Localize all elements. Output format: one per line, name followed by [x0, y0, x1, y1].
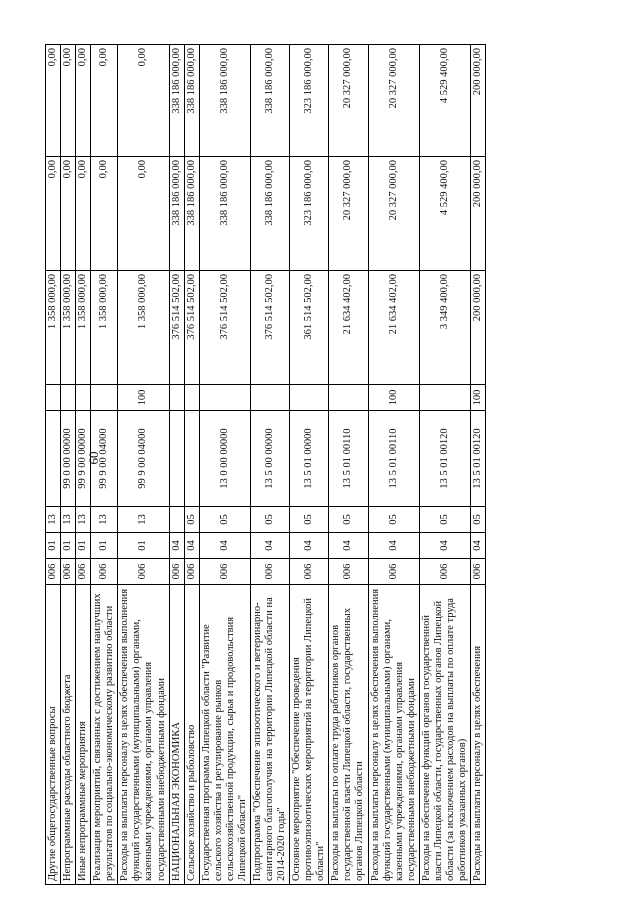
cell-target-article	[169, 411, 184, 507]
cell-expense-type	[290, 385, 329, 411]
cell-amount-year2: 4 529 400,00	[419, 157, 470, 271]
cell-name: Расходы на обеспечение функций органов государственной власти Липецкой области, государственных органов Липецкой области (за исключением расходов на выплаты по оплате труда работников указанных органов)	[419, 585, 470, 885]
cell-target-article: 13 5 01 00120	[419, 411, 470, 507]
cell-amount-year1: 376 514 502,00	[250, 271, 289, 385]
cell-target-article: 13 5 01 00120	[471, 411, 486, 507]
table-body	[46, 45, 486, 885]
cell-amount-year3: 0,00	[76, 45, 91, 157]
cell-admin-code: 006	[91, 559, 118, 585]
cell-amount-year3: 0,00	[46, 45, 61, 157]
cell-amount-year1: 376 514 502,00	[199, 271, 250, 385]
table-row	[91, 45, 118, 885]
cell-amount-year2: 0,00	[61, 157, 76, 271]
cell-amount-year3: 20 327 000,00	[329, 45, 368, 157]
cell-admin-code: 006	[61, 559, 76, 585]
cell-name: Расходы на выплаты по оплате труда работников органов государственной власти Липецкой области, государственных органов Липецкой области	[329, 585, 368, 885]
cell-section: 01	[76, 533, 91, 559]
cell-name: Подпрограмма "Обеспечение эпизоотического и ветеринарно-санитарного благополучия на территории Липецкой области на 2014-2020 годы"	[250, 585, 289, 885]
cell-target-article: 13 5 01 00110	[368, 411, 419, 507]
cell-name: Основное мероприятие "Обеспечение проведения противоэпизоотических мероприятий на территории Липецкой области"	[290, 585, 329, 885]
cell-amount-year3: 200 000,00	[471, 45, 486, 157]
cell-section: 01	[118, 533, 169, 559]
cell-amount-year3: 338 186 000,00	[184, 45, 199, 157]
cell-subsection: 05	[250, 507, 289, 533]
cell-name: Реализация мероприятий, связанных с достижением наилучших результатов по социально-экономическому развитию области	[91, 585, 118, 885]
cell-subsection: 05	[329, 507, 368, 533]
cell-expense-type	[169, 385, 184, 411]
cell-expense-type	[419, 385, 470, 411]
cell-amount-year2: 0,00	[118, 157, 169, 271]
cell-expense-type: 100	[471, 385, 486, 411]
table-row	[76, 45, 91, 885]
cell-admin-code: 006	[471, 559, 486, 585]
cell-amount-year3: 323 186 000,00	[290, 45, 329, 157]
cell-name: Сельское хозяйство и рыболовство	[184, 585, 199, 885]
cell-amount-year1: 200 000,00	[471, 271, 486, 385]
cell-amount-year1: 3 349 400,00	[419, 271, 470, 385]
cell-amount-year3: 4 529 400,00	[419, 45, 470, 157]
table-row	[169, 45, 184, 885]
cell-subsection: 13	[61, 507, 76, 533]
cell-target-article: 13 5 01 00110	[329, 411, 368, 507]
cell-section: 04	[290, 533, 329, 559]
cell-amount-year2: 338 186 000,00	[184, 157, 199, 271]
cell-admin-code: 006	[169, 559, 184, 585]
table-row	[118, 45, 169, 885]
cell-amount-year1: 1 358 000,00	[91, 271, 118, 385]
table-row	[61, 45, 76, 885]
table-row	[419, 45, 470, 885]
cell-admin-code: 006	[118, 559, 169, 585]
cell-name: Иные непрограммные мероприятия	[76, 585, 91, 885]
cell-amount-year3: 338 186 000,00	[250, 45, 289, 157]
table-row	[46, 45, 61, 885]
cell-amount-year1: 361 514 502,00	[290, 271, 329, 385]
cell-subsection: 13	[118, 507, 169, 533]
budget-table	[45, 44, 486, 885]
cell-amount-year3: 0,00	[91, 45, 118, 157]
cell-amount-year3: 0,00	[61, 45, 76, 157]
cell-section: 01	[91, 533, 118, 559]
cell-name: Расходы на выплаты персоналу в целях обеспечения выполнения функций государственными (муниципальными) органами, казенными учреждениями, органами управления государственными внебюджетными фондами	[368, 585, 419, 885]
cell-admin-code: 006	[46, 559, 61, 585]
cell-subsection: 05	[419, 507, 470, 533]
cell-amount-year1: 376 514 502,00	[169, 271, 184, 385]
cell-target-article: 13 0 00 00000	[199, 411, 250, 507]
cell-name: Расходы на выплаты персоналу в целях обеспечения выполнения функций государственными (муниципальными) органами, казенными учреждениями, органами управления государственными внебюджетными фондами	[118, 585, 169, 885]
cell-admin-code: 006	[76, 559, 91, 585]
cell-amount-year2: 0,00	[46, 157, 61, 271]
table-row	[329, 45, 368, 885]
cell-amount-year3: 20 327 000,00	[368, 45, 419, 157]
cell-target-article	[46, 411, 61, 507]
cell-amount-year1: 1 358 000,00	[61, 271, 76, 385]
cell-expense-type	[329, 385, 368, 411]
cell-target-article: 99 0 00 00000	[61, 411, 76, 507]
cell-admin-code: 006	[368, 559, 419, 585]
cell-admin-code: 006	[290, 559, 329, 585]
cell-section: 04	[184, 533, 199, 559]
cell-section: 04	[471, 533, 486, 559]
cell-subsection: 05	[368, 507, 419, 533]
cell-expense-type	[76, 385, 91, 411]
cell-name: Непрограммные расходы областного бюджета	[61, 585, 76, 885]
table-row	[250, 45, 289, 885]
cell-subsection: 13	[91, 507, 118, 533]
cell-amount-year2: 200 000,00	[471, 157, 486, 271]
cell-section: 01	[61, 533, 76, 559]
cell-admin-code: 006	[184, 559, 199, 585]
cell-target-article: 13 5 01 00000	[290, 411, 329, 507]
cell-section: 04	[169, 533, 184, 559]
cell-subsection: 05	[471, 507, 486, 533]
cell-amount-year2: 0,00	[76, 157, 91, 271]
cell-section: 04	[199, 533, 250, 559]
cell-target-article: 99 9 00 04000	[118, 411, 169, 507]
cell-amount-year1: 1 358 000,00	[46, 271, 61, 385]
cell-name: Государственная программа Липецкой области "Развитие сельского хозяйства и регулирование рынков сельскохозяйственной продукции, сырья и продовольствия Липецкой области"	[199, 585, 250, 885]
budget-table-rotated	[45, 45, 486, 885]
cell-target-article: 99 9 00 00000	[76, 411, 91, 507]
table-row	[199, 45, 250, 885]
cell-amount-year2: 338 186 000,00	[250, 157, 289, 271]
cell-section: 04	[329, 533, 368, 559]
cell-amount-year1: 1 358 000,00	[76, 271, 91, 385]
cell-amount-year1: 376 514 502,00	[184, 271, 199, 385]
cell-amount-year3: 338 186 000,00	[169, 45, 184, 157]
cell-section: 01	[46, 533, 61, 559]
page-number: 60	[86, 451, 101, 465]
cell-section: 04	[419, 533, 470, 559]
cell-amount-year2: 0,00	[91, 157, 118, 271]
cell-amount-year1: 21 634 402,00	[368, 271, 419, 385]
cell-subsection: 13	[46, 507, 61, 533]
cell-amount-year1: 1 358 000,00	[118, 271, 169, 385]
cell-section: 04	[368, 533, 419, 559]
cell-target-article	[184, 411, 199, 507]
cell-target-article: 99 9 00 04000	[91, 411, 118, 507]
cell-expense-type	[250, 385, 289, 411]
cell-amount-year3: 0,00	[118, 45, 169, 157]
cell-amount-year2: 338 186 000,00	[169, 157, 184, 271]
cell-admin-code: 006	[250, 559, 289, 585]
cell-admin-code: 006	[199, 559, 250, 585]
cell-admin-code: 006	[419, 559, 470, 585]
table-row	[290, 45, 329, 885]
cell-expense-type: 100	[368, 385, 419, 411]
cell-name: НАЦИОНАЛЬНАЯ ЭКОНОМИКА	[169, 585, 184, 885]
cell-expense-type	[61, 385, 76, 411]
cell-admin-code: 006	[329, 559, 368, 585]
cell-subsection: 05	[290, 507, 329, 533]
cell-amount-year2: 20 327 000,00	[368, 157, 419, 271]
cell-expense-type	[184, 385, 199, 411]
cell-subsection: 05	[184, 507, 199, 533]
cell-amount-year1: 21 634 402,00	[329, 271, 368, 385]
cell-subsection	[169, 507, 184, 533]
cell-amount-year2: 338 186 000,00	[199, 157, 250, 271]
cell-amount-year2: 20 327 000,00	[329, 157, 368, 271]
cell-subsection: 13	[76, 507, 91, 533]
table-row	[368, 45, 419, 885]
cell-amount-year3: 338 186 000,00	[199, 45, 250, 157]
cell-expense-type	[46, 385, 61, 411]
cell-name: Другие общегосударственные вопросы	[46, 585, 61, 885]
cell-target-article: 13 5 00 00000	[250, 411, 289, 507]
table-row	[184, 45, 199, 885]
cell-expense-type	[199, 385, 250, 411]
cell-amount-year2: 323 186 000,00	[290, 157, 329, 271]
cell-section: 04	[250, 533, 289, 559]
cell-subsection: 05	[199, 507, 250, 533]
cell-expense-type: 100	[118, 385, 169, 411]
table-row	[471, 45, 486, 885]
cell-name: Расходы на выплаты персоналу в целях обеспечения	[471, 585, 486, 885]
cell-expense-type	[91, 385, 118, 411]
